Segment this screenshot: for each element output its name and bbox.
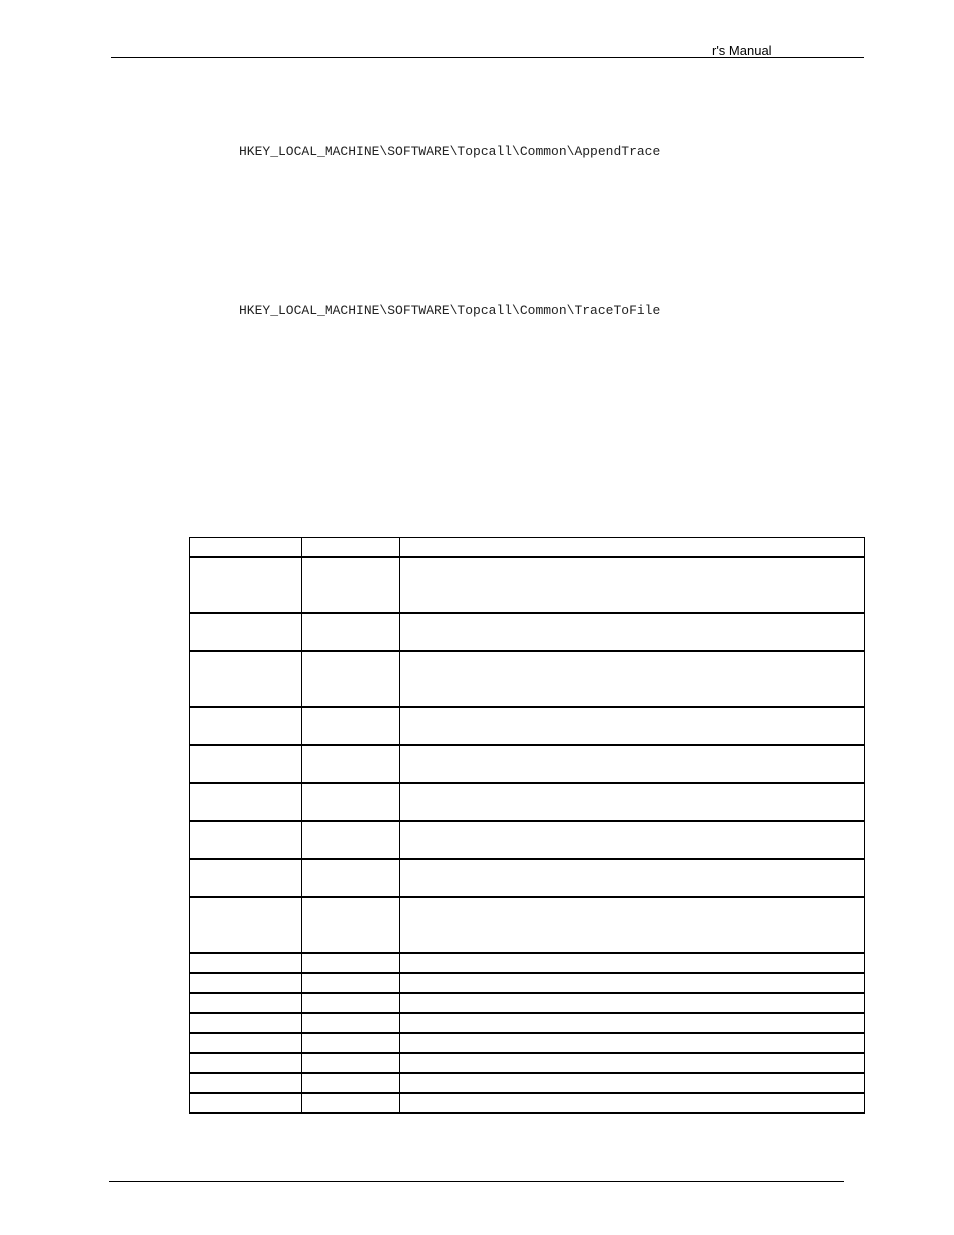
table-cell: [302, 1073, 400, 1093]
table-cell: [400, 1073, 865, 1093]
table-cell: [302, 651, 400, 707]
footer-rule: [109, 1181, 844, 1182]
table-cell: [190, 1013, 302, 1033]
table-header-cell: [302, 538, 400, 557]
table-cell: [302, 1033, 400, 1053]
table-cell: [302, 707, 400, 745]
table-cell: [302, 993, 400, 1013]
table-row: [190, 973, 865, 993]
settings-table: [189, 537, 865, 1114]
registry-path-trace-to-file: HKEY_LOCAL_MACHINE\SOFTWARE\Topcall\Common\TraceToFile: [239, 303, 661, 318]
table-cell: [400, 1013, 865, 1033]
table-cell: [190, 821, 302, 859]
table-row: [190, 745, 865, 783]
table-cell: [302, 953, 400, 973]
table-header-cell: [400, 538, 865, 557]
table-cell: [400, 745, 865, 783]
table-row: [190, 651, 865, 707]
table-cell: [190, 859, 302, 897]
table-cell: [302, 1053, 400, 1073]
table-cell: [190, 1033, 302, 1053]
table-cell: [190, 1093, 302, 1113]
table-row: [190, 953, 865, 973]
table-cell: [302, 613, 400, 651]
table-row: [190, 613, 865, 651]
table-row: [190, 783, 865, 821]
table-cell: [400, 897, 865, 953]
table-cell: [302, 557, 400, 613]
table-row: [190, 1073, 865, 1093]
settings-table-container: [189, 537, 864, 1114]
table-row: [190, 1093, 865, 1113]
table-cell: [190, 1073, 302, 1093]
table-cell: [400, 953, 865, 973]
table-cell: [400, 783, 865, 821]
table-row: [190, 1033, 865, 1053]
table-cell: [302, 859, 400, 897]
table-row: [190, 1053, 865, 1073]
table-cell: [302, 973, 400, 993]
table-cell: [190, 613, 302, 651]
table-row: [190, 1013, 865, 1033]
table-cell: [400, 707, 865, 745]
table-cell: [190, 707, 302, 745]
table-cell: [400, 821, 865, 859]
table-cell: [190, 1053, 302, 1073]
table-cell: [400, 1053, 865, 1073]
table-row: [190, 707, 865, 745]
table-row: [190, 557, 865, 613]
table-header-row: [190, 538, 865, 557]
table-header-cell: [190, 538, 302, 557]
table-cell: [302, 783, 400, 821]
table-cell: [302, 897, 400, 953]
table-cell: [302, 821, 400, 859]
table-cell: [190, 993, 302, 1013]
table-cell: [190, 745, 302, 783]
table-cell: [400, 1033, 865, 1053]
table-row: [190, 897, 865, 953]
table-row: [190, 993, 865, 1013]
table-cell: [190, 953, 302, 973]
table-row: [190, 859, 865, 897]
table-cell: [190, 973, 302, 993]
header-title: r's Manual: [712, 43, 772, 58]
table-cell: [400, 1093, 865, 1113]
table-cell: [400, 613, 865, 651]
table-row: [190, 821, 865, 859]
table-cell: [190, 557, 302, 613]
table-cell: [400, 651, 865, 707]
table-cell: [400, 557, 865, 613]
table-cell: [190, 651, 302, 707]
table-cell: [190, 783, 302, 821]
table-cell: [190, 897, 302, 953]
table-cell: [400, 859, 865, 897]
header-rule: [111, 57, 864, 58]
table-cell: [302, 745, 400, 783]
registry-path-append-trace: HKEY_LOCAL_MACHINE\SOFTWARE\Topcall\Common\AppendTrace: [239, 144, 661, 159]
table-cell: [400, 993, 865, 1013]
table-cell: [302, 1013, 400, 1033]
table-cell: [302, 1093, 400, 1113]
table-cell: [400, 973, 865, 993]
